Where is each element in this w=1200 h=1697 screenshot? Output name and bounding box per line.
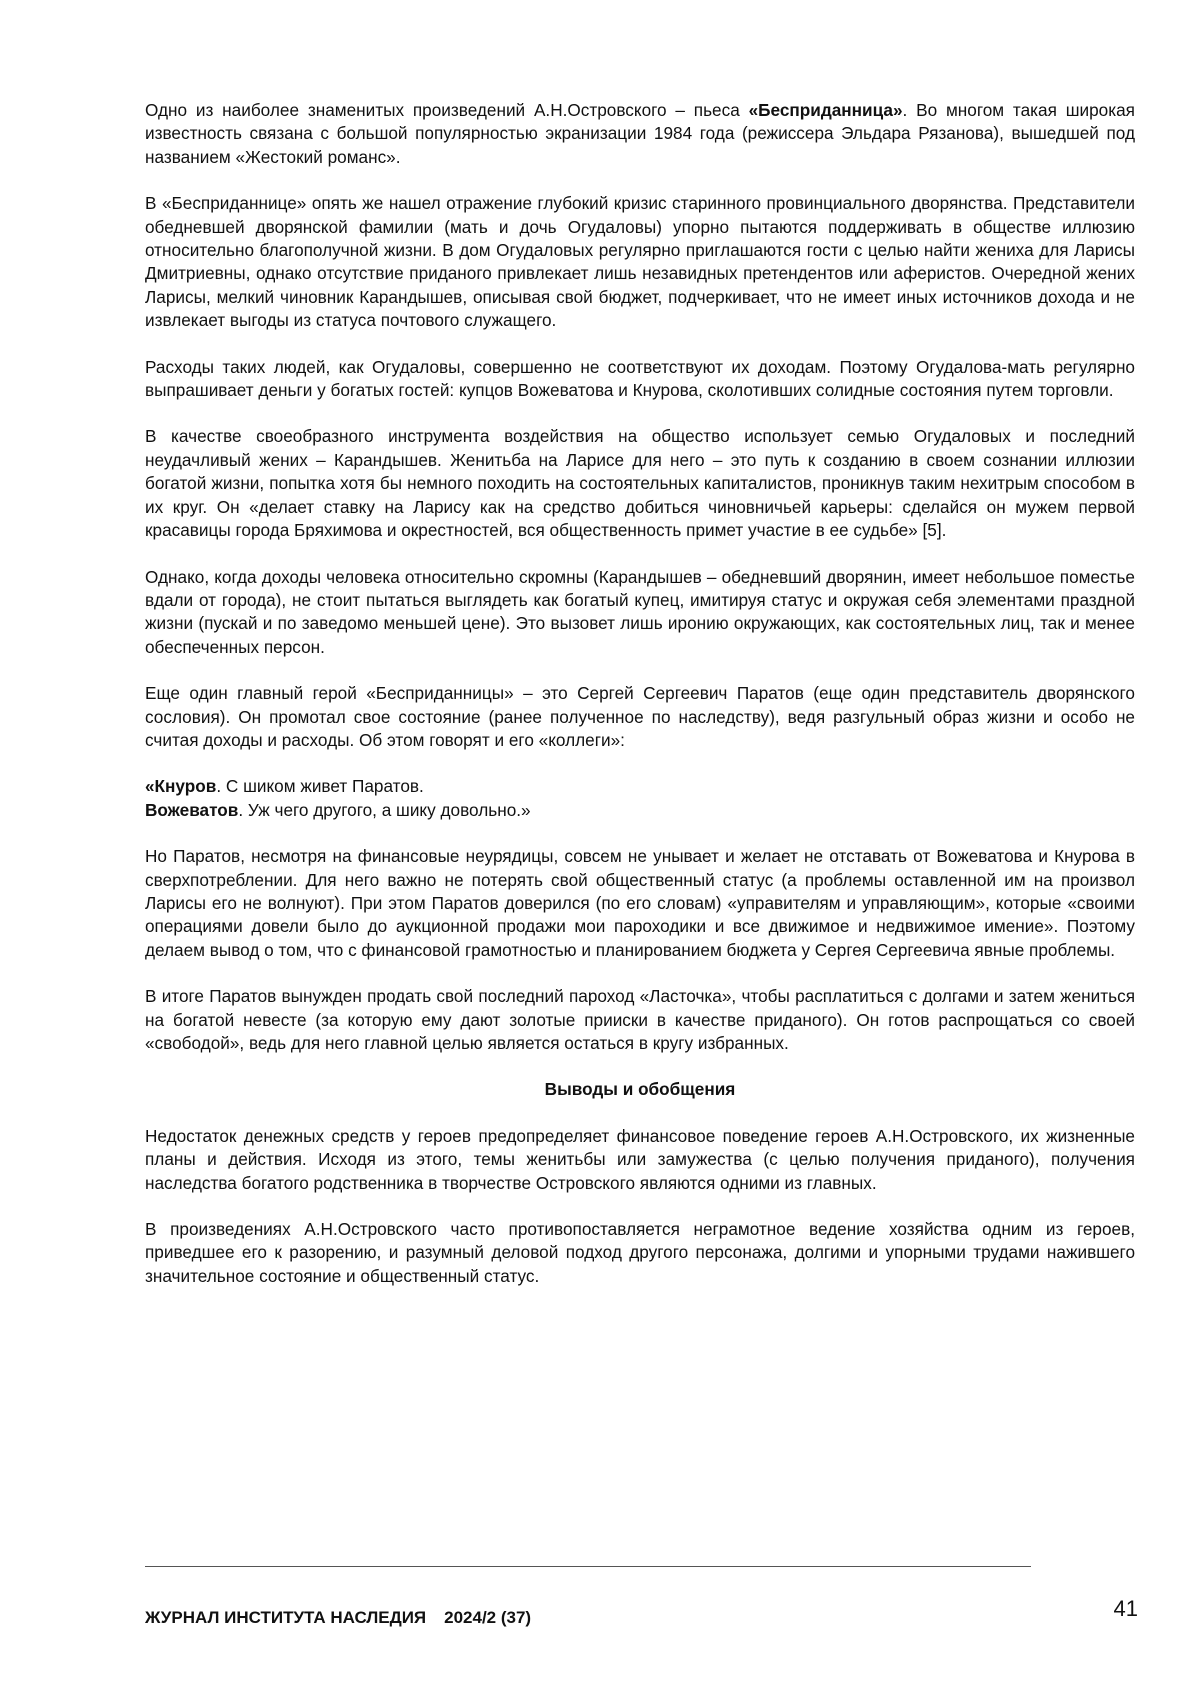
paragraph: Однако, когда доходы человека относительно скромны (Карандышев – обедневший дворянин, имеет небольшое поместье вдали от города), не стоит пытаться выглядеть как богатый купец, имитируя статус и окружая себя элементами праздной жизни (пускай и по заведомо меньшей цене). Это вызовет лишь иронию окружающих, как состоятельных лиц, так и менее обеспеченных персон. (145, 566, 1135, 657)
paragraph: В качестве своеобразного инструмента воздействия на общество использует семью Огудаловых и последний неудачливый жених – Карандышев. Женитьба на Ларисе для него – это путь к созданию в своем сознании иллюзии богатой жизни, попытка хотя бы немного походить на состоятельных капиталистов, проникнув таким нехитрым способом в их круг. Он «делает ставку на Ларису как на средство добиться чиновничьей карьеры: сделайся он мужем первой красавицы города Бряхимова и окрестностей, вся общественность примет участие в ее судьбе» [5]. (145, 426, 1135, 541)
dialogue-speaker: «Кнуров (145, 776, 217, 797)
conclusion-paragraph: В произведениях А.Н.Островского часто противопоставляется неграмотное ведение хозяйства одним из героев, приведшее его к разорению, и разумный деловой подход другого персонажа, долгими и упорными трудами нажившего значительное состояние и общественный статус. (145, 1219, 1135, 1286)
paragraph-intro-text: Одно из наиболее знаменитых произведений А.Н.Островского – пьеса (145, 100, 749, 120)
page-number: 41 (1113, 1596, 1138, 1621)
dialogue-text: . Уж чего другого, а шику довольно.» (238, 799, 531, 820)
paragraph: Расходы таких людей, как Огудаловы, совершенно не соответствуют их доходам. Поэтому Огудалова-мать регулярно выпрашивает деньги у богатых гостей: купцов Вожеватова и Кнурова, сколотивших солидные состояния путем торговли. (145, 356, 1135, 401)
dialogue-line (145, 775, 1135, 798)
footer-divider (145, 1566, 1031, 1567)
journal-issue: 2024/2 (37) (444, 1608, 532, 1627)
play-title-bold: «Бесприданница» (748, 100, 903, 120)
paragraph-intro (145, 99, 1135, 169)
section-heading: Выводы и обобщения (544, 1079, 736, 1100)
paragraph: В «Бесприданнице» опять же нашел отражение глубокий кризис старинного провинциального дворянства. Представители обедневшей дворянской фамилии (мать и дочь Огудаловы) упорно пытаются поддерживать в обществе иллюзию относительно благополучной жизни. В дом Огудаловых регулярно приглашаются гости с целью найти жениха для Ларисы Дмитриевны, однако отсутствие приданого привлекает лишь незавидных претендентов или аферистов. Очередной жених Ларисы, мелкий чиновник Карандышев, описывая свой бюджет, подчеркивает, что не имеет иных источников дохода и не извлекает выгоды из статуса почтового служащего. (145, 193, 1135, 331)
article-body (145, 99, 1135, 1311)
journal-name: ЖУРНАЛ ИНСТИТУТА НАСЛЕДИЯ (145, 1608, 427, 1627)
dialogue-quote (145, 775, 1135, 822)
dialogue-line (145, 799, 1135, 822)
paragraph-intro-text-continued: . Во многом такая широкая известность связана с большой популярностью экранизации 1984 года (режиссера Эльдара Рязанова), вышедшей под названием «Жестокий романс». (145, 100, 1135, 167)
dialogue-speaker: Вожеватов (145, 799, 239, 820)
paragraph: Но Паратов, несмотря на финансовые неурядицы, совсем не унывает и желает не отставать от Вожеватова и Кнурова в сверхпотреблении. Для него важно не потерять свой общественный статус (а проблемы оставленной им на произвол Ларисы его не волнуют). При этом Паратов доверился (по его словам) «управителям и управляющим», которые «своими операциями довели было до аукционной продажи мои пароходики и все движимое и недвижимое имение». Поэтому делаем вывод о том, что с финансовой грамотностью и планированием бюджета у Сергея Сергеевича явные проблемы. (145, 846, 1135, 960)
paragraph: Еще один главный герой «Бесприданницы» – это Сергей Сергеевич Паратов (еще один представитель дворянского сословия). Он промотал свое состояние (ранее полученное по наследству), ведя разгульный образ жизни и особо не считая доходы и расходы. Об этом говорят и его «коллеги»: (145, 683, 1135, 750)
dialogue-text: . С шиком живет Паратов. (216, 776, 424, 797)
journal-footer (145, 1608, 531, 1628)
conclusion-paragraph: Недостаток денежных средств у героев предопределяет финансовое поведение героев А.Н.Островского, их жизненные планы и действия. Исходя из этого, темы женитьбы или замужества (с целью получения приданого), получения наследства богатого родственника в творчестве Островского являются одними из главных. (145, 1125, 1135, 1193)
paragraph: В итоге Паратов вынужден продать свой последний пароход «Ласточка», чтобы расплатиться с долгами и затем жениться на богатой невесте (за которую ему дают золотые прииски в качестве приданого). Он готов распрощаться со своей «свободой», ведь для него главной целью является остаться в кругу избранных. (145, 986, 1135, 1053)
